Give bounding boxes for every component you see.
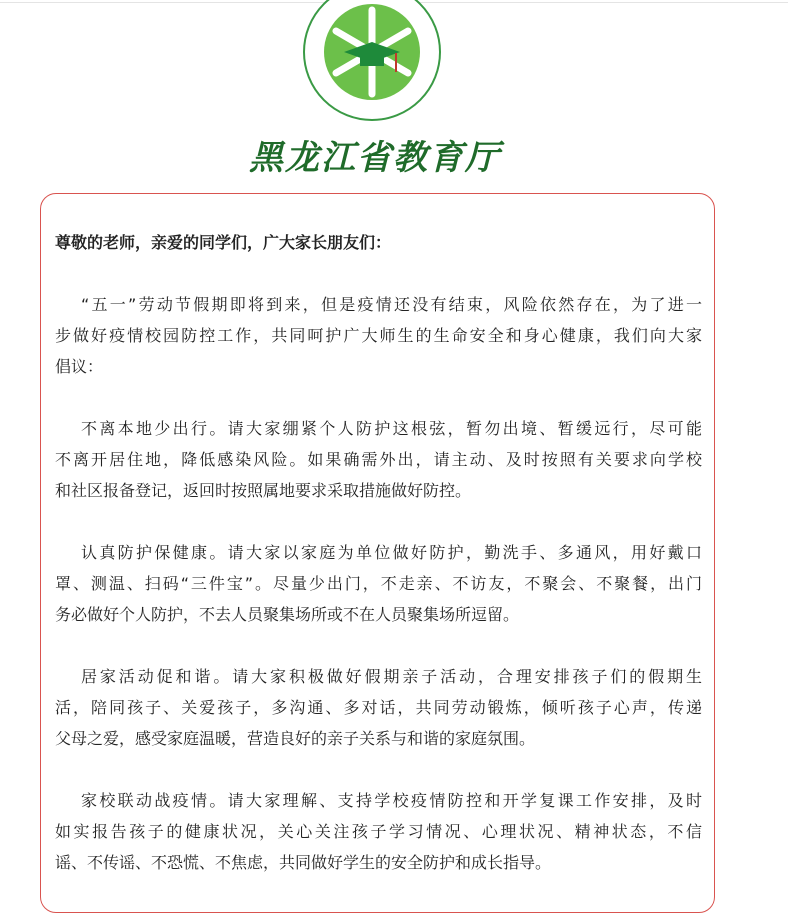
education-department-logo <box>300 0 444 124</box>
paragraph <box>55 413 702 506</box>
paragraph-line: 认真防护保健康。请大家以家庭为单位做好防护，勤洗手、多通风，用好戴口 <box>81 543 702 562</box>
paragraph <box>55 537 702 630</box>
letter-greeting: 尊敬的老师，亲爱的同学们，广大家长朋友们： <box>55 233 392 252</box>
letter-box <box>40 193 715 913</box>
paragraph-line: 倡议： <box>55 357 104 376</box>
paragraph-line: 不离本地少出行。请大家绷紧个人防护这根弦，暂勿出境、暂缓远行，尽可能 <box>81 419 702 438</box>
paragraph <box>55 785 702 878</box>
paragraph-line: 谣、不传谣、不恐慌、不焦虑，共同做好学生的安全防护和成长指导。 <box>55 853 552 872</box>
paragraph-line: 务必做好个人防护，不去人员聚集场所或不在人员聚集场所逗留。 <box>55 605 520 624</box>
paragraph <box>55 661 702 754</box>
paragraph-line: “五一”劳动节假期即将到来，但是疫情还没有结束，风险依然存在，为了进一 <box>81 295 702 314</box>
paragraph-line: 家校联动战疫情。请大家理解、支持学校疫情防控和开学复课工作安排，及时 <box>81 791 702 810</box>
paragraph-line: 罩、测温、扫码“三件宝”。尽量少出门，不走亲、不访友，不聚会、不聚餐，出门 <box>55 574 702 593</box>
paragraph-line: 步做好疫情校园防控工作，共同呵护广大师生的生命安全和身心健康，我们向大家 <box>55 326 702 345</box>
paragraph-line: 不离开居住地，降低感染风险。如果确需外出，请主动、及时按照有关要求向学校 <box>55 450 702 469</box>
department-title: 黑龙江省教育厅 <box>249 138 501 178</box>
paragraph-line: 如实报告孩子的健康状况，关心关注孩子学习情况、心理状况、精神状态，不信 <box>55 822 702 841</box>
paragraph <box>55 289 702 382</box>
paragraph-line: 居家活动促和谐。请大家积极做好假期亲子活动，合理安排孩子们的假期生 <box>81 667 702 686</box>
paragraph-line: 活，陪同孩子、关爱孩子，多沟通、多对话，共同劳动锻炼，倾听孩子心声，传递 <box>55 698 702 717</box>
paragraph-line: 和社区报备登记，返回时按照属地要求采取措施做好防控。 <box>55 481 472 500</box>
paragraph-line: 父母之爱，感受家庭温暖，营造良好的亲子关系与和谐的家庭氛围。 <box>55 729 536 748</box>
